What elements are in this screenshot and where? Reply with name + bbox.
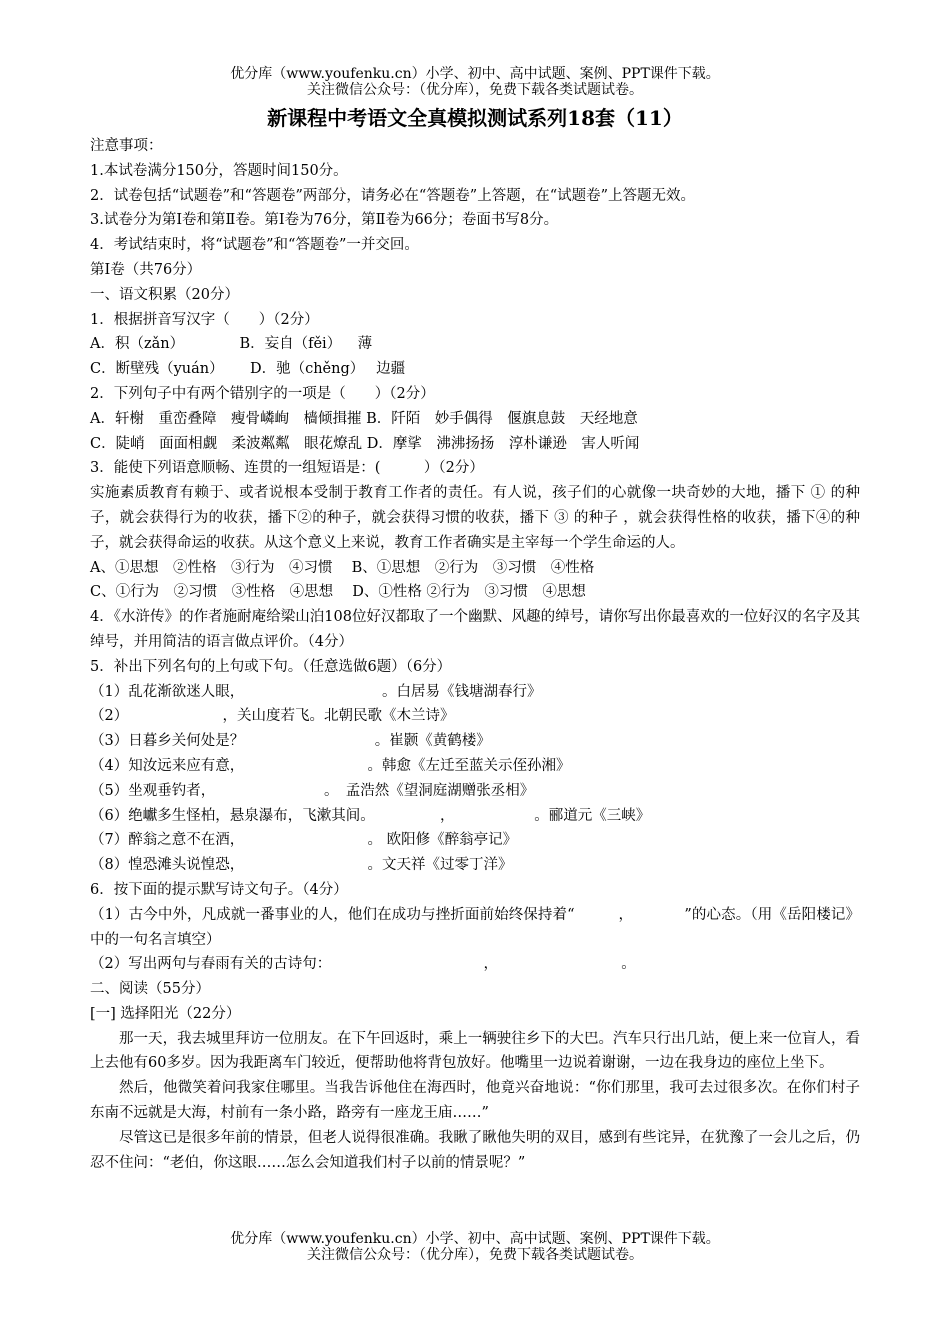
question-2: 2．下列句子中有两个错别字的一项是（ ）（2分） bbox=[90, 385, 435, 402]
question-5-item-3: （3）日暮乡关何处是？ 。崔颢《黄鹤楼》 bbox=[90, 733, 491, 750]
volume-1-heading: 第Ⅰ卷（共76分） bbox=[90, 261, 202, 278]
question-3: 3．能使下列语意顺畅、连贯的一组短语是：( ）（2分） bbox=[90, 460, 484, 477]
reading-paragraph-2: 然后，他微笑着问我家住哪里。当我告诉他住在海西时，他竟兴奋地说：“你们那里，我可去过很多次。在你们村子东南不远就是大海，村前有一条小路，路旁有一座龙王庙……” bbox=[90, 1080, 860, 1122]
question-3-options-cd: C、①行为 ②习惯 ③性格 ④思想 D、①性格 ②行为 ③习惯 ④思想 bbox=[90, 584, 586, 601]
page-header bbox=[0, 66, 950, 98]
notice-item-1: 1.本试卷满分150分，答题时间150分。 bbox=[90, 162, 348, 179]
question-5-item-8: （8）惶恐滩头说惶恐， 。文天祥《过零丁洋》 bbox=[90, 857, 513, 874]
question-5-item-6: （6）绝巘多生怪柏，悬泉瀑布，飞漱其间。 ， 。郦道元《三峡》 bbox=[90, 807, 651, 824]
question-6: 6．按下面的提示默写诗文句子。（4分） bbox=[90, 881, 348, 898]
question-5-item-2: （2） ，关山度若飞。北朝民歌《木兰诗》 bbox=[90, 708, 455, 725]
question-2-options-cd: C．陡峭 面面相觑 柔波粼粼 眼花燎乱 D．摩挲 沸沸扬扬 淳朴谦逊 害人听闻 bbox=[90, 435, 640, 452]
question-1-options-cd: C．断壁残（yuán） D．驰（chěng） 边疆 bbox=[90, 361, 406, 378]
question-6-item-2: （2）写出两句与春雨有关的古诗句： ， 。 bbox=[90, 956, 636, 973]
header-line-1: 优分库（www.youfenku.cn）小学、初中、高中试题、案例、PPT课件下载。 bbox=[230, 66, 720, 82]
reading-paragraph-1: 那一天，我去城里拜访一位朋友。在下午回返时，乘上一辆驶往乡下的大巴。汽车只行出几站，便上来一位盲人，看上去他有60多岁。因为我距离车门较近，便帮助他将背包放好。他嘴里一边说着谢谢，一边在我身边的座位上坐下。 bbox=[90, 1030, 860, 1072]
question-4: 4．《水浒传》的作者施耐庵给梁山泊108位好汉都取了一个幽默、风趣的绰号，请你写出你最喜欢的一位好汉的名字及其绰号，并用简洁的语言做点评价。（4分） bbox=[90, 609, 860, 650]
reading-paragraph-3: 尽管这已是很多年前的情景，但老人说得很准确。我瞅了瞅他失明的双目，感到有些诧异，在犹豫了一会儿之后，仍忍不住问：“老伯，你这眼……怎么会知道我们村子以前的情景呢？” bbox=[90, 1129, 860, 1171]
section-2-heading: 二、阅读（55分） bbox=[90, 981, 210, 998]
question-6-item-1: （1）古今中外，凡成就一番事业的人，他们在成功与挫折面前始终保持着“ ， ”的心态。（用《岳阳楼记》中的一句名言填空） bbox=[90, 906, 860, 948]
question-5: 5．补出下列名句的上句或下句。（任意选做6题）（6分） bbox=[90, 658, 452, 675]
header-line-2: 关注微信公众号：（优分库），免费下载各类试题试卷。 bbox=[307, 82, 643, 98]
notice-item-3: 3.试卷分为第Ⅰ卷和第Ⅱ卷。第Ⅰ卷为76分，第Ⅱ卷为66分；卷面书写8分。 bbox=[90, 212, 559, 229]
question-3-options-ab: A、①思想 ②性格 ③行为 ④习惯 B、①思想 ②行为 ③习惯 ④性格 bbox=[90, 559, 595, 576]
notice-heading: 注意事项： bbox=[90, 138, 163, 154]
question-5-item-7: （7）醉翁之意不在酒， 。 欧阳修《醉翁亭记》 bbox=[90, 832, 518, 849]
question-1-options-ab: A．积（zǎn） B．妄自（fěi） 薄 bbox=[90, 336, 373, 353]
question-1: 1．根据拼音写汉字（ ）（2分） bbox=[90, 311, 319, 328]
document-title: 新课程中考语文全真模拟测试系列18套（11） bbox=[267, 106, 683, 130]
reading-1-heading: [一] 选择阳光（22分） bbox=[90, 1005, 241, 1022]
notice-item-4: 4．考试结束时，将“试题卷”和“答题卷”一并交回。 bbox=[90, 237, 419, 254]
footer-line-2: 关注微信公众号：（优分库），免费下载各类试题试卷。 bbox=[307, 1247, 643, 1263]
section-1-heading: 一、语文积累（20分） bbox=[90, 286, 239, 303]
page-footer bbox=[0, 1231, 950, 1263]
question-5-item-5: （5）坐观垂钓者， 。 孟浩然《望洞庭湖赠张丞相》 bbox=[90, 782, 535, 799]
question-5-item-1: （1）乱花渐欲迷人眼， 。白居易《钱塘湖春行》 bbox=[90, 683, 542, 700]
question-5-item-4: （4）知汝远来应有意， 。韩愈《左迁至蓝关示侄孙湘》 bbox=[90, 757, 571, 774]
document-body bbox=[90, 134, 860, 1175]
question-2-options-ab: A．轩榭 重峦叠障 瘦骨嶙峋 樯倾揖摧 B．阡陌 妙手偶得 偃旗息鼓 天经地意 bbox=[90, 410, 638, 427]
question-3-passage: 实施素质教育有赖于、或者说根本受制于教育工作者的责任。有人说，孩子们的心就像一块奇妙的大地，播下 ① 的种子，就会获得行为的收获，播下②的种子，就会获得习惯的收获，播下 ③ 的种子 ，就会获得性格的收获，播下④的种子，就会获得命运的收获。从这个意义上来说，教育工作者确实是主宰每一个学生命运的人。 bbox=[90, 485, 860, 551]
footer-line-1: 优分库（www.youfenku.cn）小学、初中、高中试题、案例、PPT课件下载。 bbox=[230, 1231, 720, 1247]
notice-item-2: 2．试卷包括“试题卷”和“答题卷”两部分，请务必在“答题卷”上答题，在“试题卷”上答题无效。 bbox=[90, 187, 696, 204]
